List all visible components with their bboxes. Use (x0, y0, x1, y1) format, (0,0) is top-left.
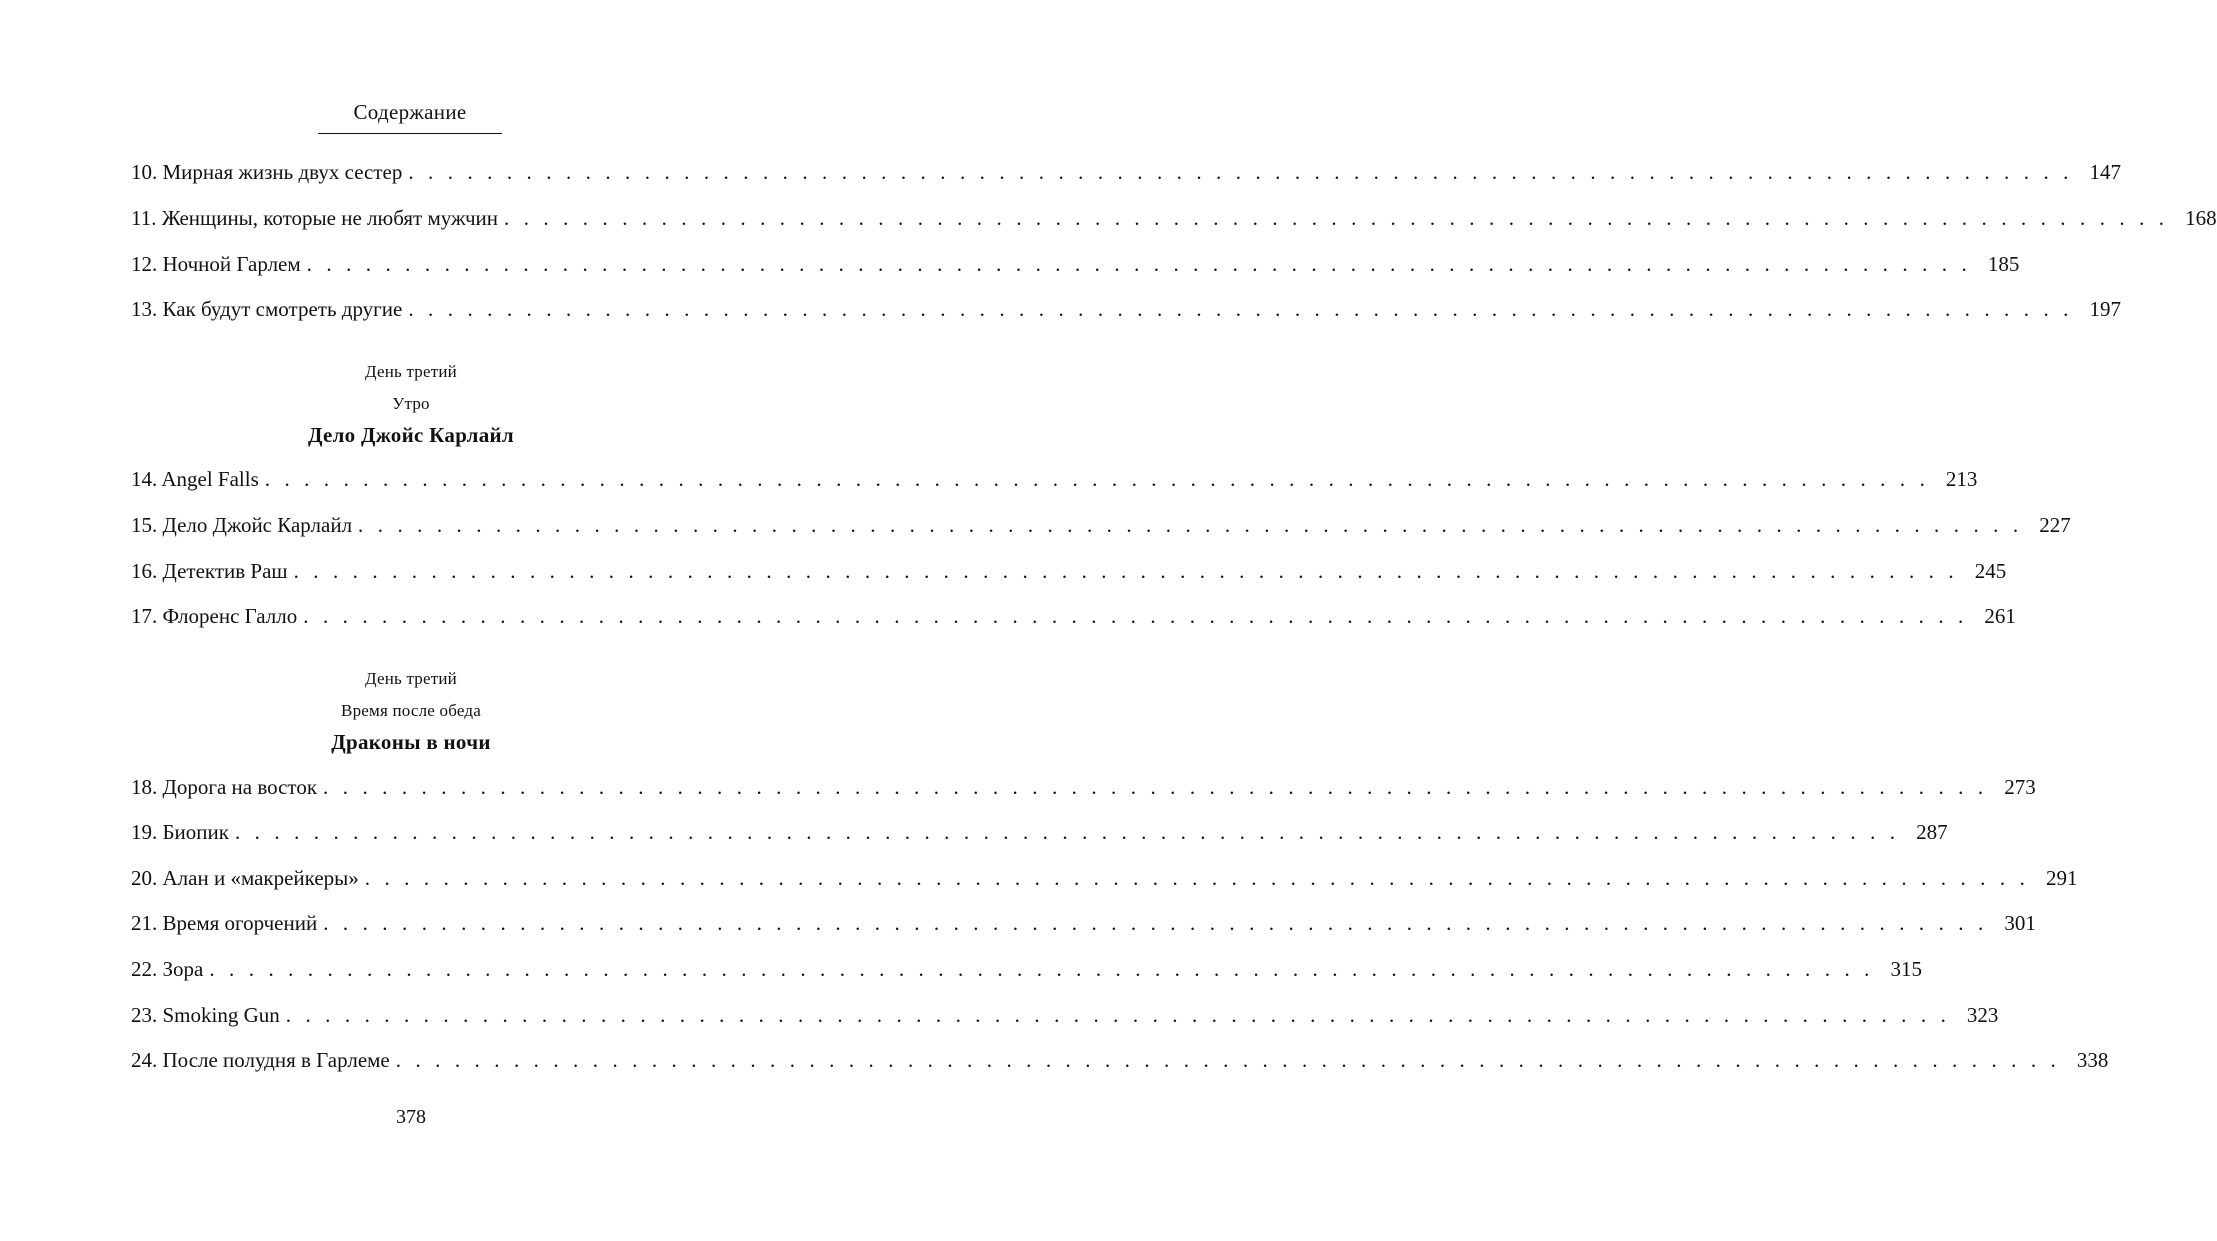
toc-dot-leader: . . . . . . . . . . . . . . . . . . . . . . . . . . . . . . . . . . . . . . . . . . . . . . . . . . . . . . . . . . . . . . . . . . . . . . . . . . . . . . . . . . . . . (358, 513, 2023, 537)
toc-entry-page: 245 (1974, 559, 2007, 583)
toc-dot-leader: . . . . . . . . . . . . . . . . . . . . . . . . . . . . . . . . . . . . . . . . . . . . . . . . . . . . . . . . . . . . . . . . . . . . . . . . . . . . . . . . . . . . . (408, 160, 2074, 184)
toc-dot-leader: . . . . . . . . . . . . . . . . . . . . . . . . . . . . . . . . . . . . . . . . . . . . . . . . . . . . . . . . . . . . . . . . . . . . . . . . . . . . . . . . . . . . . (293, 559, 1959, 583)
toc-dot-leader: . . . . . . . . . . . . . . . . . . . . . . . . . . . . . . . . . . . . . . . . . . . . . . . . . . . . . . . . . . . . . . . . . . . . . . . . . . . . . . . . . . . . . (285, 1003, 1951, 1027)
toc-entry-title: 12. Ночной Гарлем (131, 252, 307, 277)
toc-entry-page: 273 (2004, 775, 2036, 799)
toc-entry-title: 24. После полудня в Гарлеме (131, 1048, 396, 1073)
toc-entry-page: 168 (2185, 206, 2217, 230)
running-head-rule (318, 133, 502, 134)
toc-entry-22 (131, 957, 1922, 987)
toc-entry-title: 19. Биопик (131, 820, 235, 845)
toc-entry-page: 261 (1984, 604, 2016, 628)
toc-entry-16 (131, 559, 2007, 589)
running-head: Содержание (353, 100, 467, 124)
toc-entry-page: 213 (1945, 467, 1978, 491)
toc-entry-12 (131, 252, 2020, 282)
toc-dot-leader: . . . . . . . . . . . . . . . . . . . . . . . . . . . . . . . . . . . . . . . . . . . . . . . . . . . . . . . . . . . . . . . . . . . . . . . . . . . . . . . . . . . . . (323, 775, 1988, 799)
part-day-label: День третий (365, 362, 457, 381)
toc-dot-leader: . . . . . . . . . . . . . . . . . . . . . . . . . . . . . . . . . . . . . . . . . . . . . . . . . . . . . . . . . . . . . . . . . . . . . . . . . . . . . . . . . . . . . (364, 866, 2030, 890)
toc-entry-page: 301 (2004, 911, 2036, 935)
toc-entry-title: 11. Женщины, которые не любят мужчин (131, 206, 504, 231)
toc-dot-leader: . . . . . . . . . . . . . . . . . . . . . . . . . . . . . . . . . . . . . . . . . . . . . . . . . . . . . . . . . . . . . . . . . . . . . . . . . . . . . . . . . . . . . (303, 604, 1968, 628)
toc-entry-title: 17. Флоренс Галло (131, 604, 303, 629)
toc-entry-page: 291 (2045, 866, 2078, 890)
toc-entry-title: 13. Как будут смотреть другие (131, 297, 408, 322)
toc-entry-title: 18. Дорога на восток (131, 775, 323, 800)
toc-entry-title: 14. Angel Falls (131, 467, 265, 492)
toc-entry-title: 15. Дело Джойс Карлайл (131, 513, 358, 538)
toc-entry-23 (131, 1003, 1999, 1033)
toc-entry-21 (131, 911, 2036, 941)
toc-entry-page: 197 (2089, 297, 2122, 321)
toc-entry-11 (131, 206, 2217, 236)
part-time-label: Утро (392, 394, 430, 413)
toc-entry-page: 315 (1890, 957, 1922, 981)
toc-entry-title: 10. Мирная жизнь двух сестер (131, 160, 408, 185)
part-title: Драконы в ночи (331, 730, 491, 754)
toc-entry-title: 23. Smoking Gun (131, 1003, 286, 1028)
toc-entry-page: 147 (2089, 160, 2122, 184)
toc-entry-title: 16. Детектив Раш (131, 559, 294, 584)
toc-entry-page: 227 (2039, 513, 2071, 537)
toc-dot-leader: . . . . . . . . . . . . . . . . . . . . . . . . . . . . . . . . . . . . . . . . . . . . . . . . . . . . . . . . . . . . . . . . . . . . . . . . . . . . . . . . . . . . . (323, 911, 1988, 935)
toc-dot-leader: . . . . . . . . . . . . . . . . . . . . . . . . . . . . . . . . . . . . . . . . . . . . . . . . . . . . . . . . . . . . . . . . . . . . . . . . . . . . . . . . . . . . . (395, 1048, 2061, 1072)
toc-entry-13 (131, 297, 2122, 327)
toc-entry-15 (131, 513, 2071, 543)
toc-entry-title: 22. Зора (131, 957, 209, 982)
toc-entry-page: 287 (1916, 820, 1948, 844)
toc-dot-leader: . . . . . . . . . . . . . . . . . . . . . . . . . . . . . . . . . . . . . . . . . . . . . . . . . . . . . . . . . . . . . . . . . . . . . . . . . . . . . . . . . . . . . (306, 252, 1972, 276)
toc-entry-title: 21. Время огорчений (131, 911, 323, 936)
toc-entry-20 (131, 866, 2078, 896)
toc-entry-14 (131, 467, 1978, 497)
toc-dot-leader: . . . . . . . . . . . . . . . . . . . . . . . . . . . . . . . . . . . . . . . . . . . . . . . . . . . . . . . . . . . . . . . . . . . . . . . . . . . . . . . . . . . . . (234, 820, 1900, 844)
part-title: Дело Джойс Карлайл (307, 423, 515, 447)
toc-entry-page: 323 (1966, 1003, 1999, 1027)
part-day-label: День третий (365, 669, 457, 688)
toc-entry-10 (131, 160, 2122, 190)
toc-entry-17 (131, 604, 2016, 634)
toc-entry-19 (131, 820, 1948, 850)
toc-entry-page: 185 (1987, 252, 2020, 276)
part-time-label: Время после обеда (341, 701, 481, 720)
toc-entry-page: 338 (2076, 1048, 2109, 1072)
toc-dot-leader: . . . . . . . . . . . . . . . . . . . . . . . . . . . . . . . . . . . . . . . . . . . . . . . . . . . . . . . . . . . . . . . . . . . . . . . . . . . . . . . . . . . . . (209, 957, 1874, 981)
toc-entry-24 (131, 1048, 2109, 1078)
toc-dot-leader: . . . . . . . . . . . . . . . . . . . . . . . . . . . . . . . . . . . . . . . . . . . . . . . . . . . . . . . . . . . . . . . . . . . . . . . . . . . . . . . . . . . . . (408, 297, 2074, 321)
page-number: 378 (396, 1106, 426, 1128)
toc-entry-18 (131, 775, 2036, 805)
toc-dot-leader: . . . . . . . . . . . . . . . . . . . . . . . . . . . . . . . . . . . . . . . . . . . . . . . . . . . . . . . . . . . . . . . . . . . . . . . . . . . . . . . . . . . . . (264, 467, 1930, 491)
toc-entry-title: 20. Алан и «макрейкеры» (131, 866, 365, 891)
toc-dot-leader: . . . . . . . . . . . . . . . . . . . . . . . . . . . . . . . . . . . . . . . . . . . . . . . . . . . . . . . . . . . . . . . . . . . . . . . . . . . . . . . . . . . . . (504, 206, 2169, 230)
